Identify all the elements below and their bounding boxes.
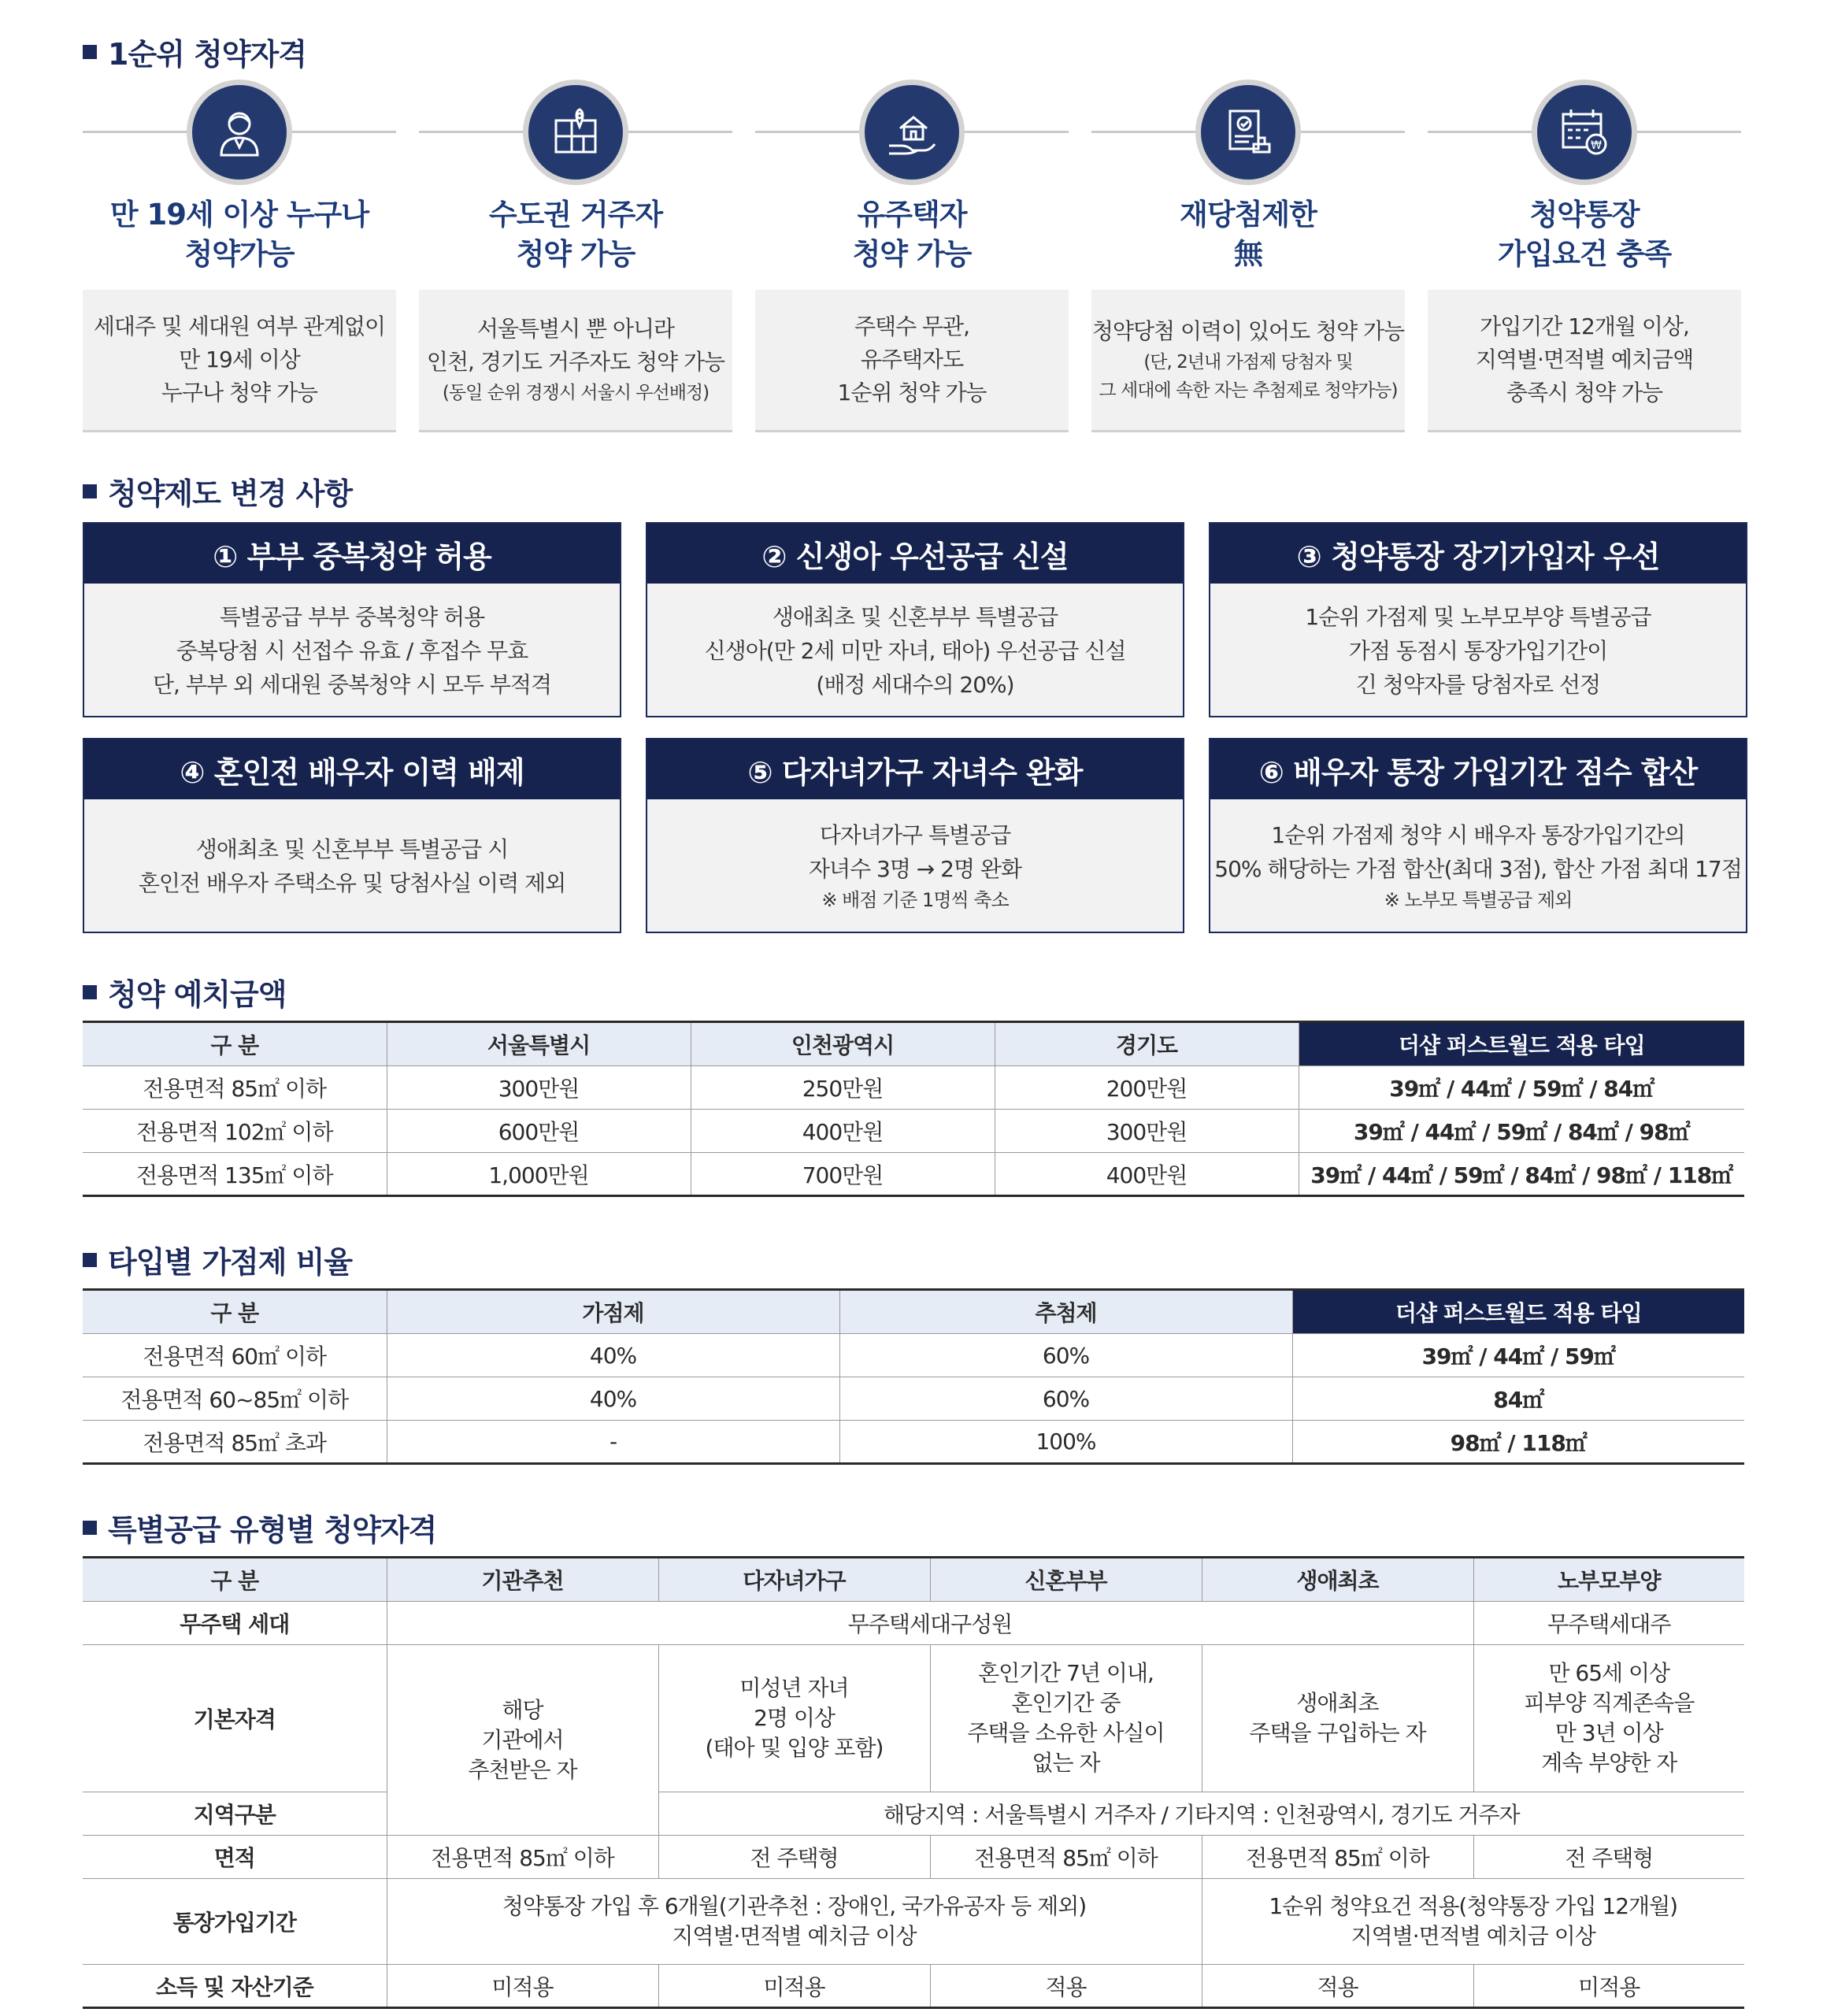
- change-card-couple-duplicate: [83, 522, 621, 717]
- change-card-title: ② 신생아 우선공급 신설: [647, 524, 1183, 584]
- change-card-body: 생애최초 및 신혼부부 특별공급 시 혼인전 배우자 주택소유 및 당첨사실 이력 제외: [138, 836, 566, 896]
- table-header-highlight: 더샵 퍼스트월드 적용 타입: [1292, 1290, 1744, 1334]
- qualification-capital-area: [419, 79, 732, 433]
- table-row: 소득 및 자산기준 미적용 미적용 적용 적용 미적용: [83, 1965, 1744, 2008]
- table-row: 전용면적 60㎡ 이하 40% 60% 39㎡ / 44㎡ / 59㎡: [83, 1334, 1744, 1377]
- section-title-special: 특별공급 유형별 청약자격: [83, 1506, 436, 1549]
- qualification-description: 주택수 무관, 유주택자도 1순위 청약 가능: [755, 290, 1069, 432]
- table-row: 지역구분 해당지역 : 서울특별시 거주자 / 기타지역 : 인천광역시, 경기도 거주자: [83, 1792, 1744, 1836]
- change-card-title: ③ 청약통장 장기가입자 우선: [1210, 524, 1746, 584]
- table-row: 전용면적 135㎡ 이하 1,000만원 700만원 400만원 39㎡ / 44㎡ / 59㎡ / 84㎡ / 98㎡ / 118㎡: [83, 1153, 1744, 1196]
- qualification-heading: 수도권 거주자 청약 가능: [488, 198, 663, 271]
- institution-basic-cell: 해당 기관에서 추천받은 자: [387, 1645, 658, 1836]
- ratio-table: [83, 1288, 1744, 1465]
- qualification-no-rewinning-limit: [1091, 79, 1405, 433]
- table-header: 추첨제: [839, 1290, 1292, 1334]
- table-header: 구 분: [83, 1022, 387, 1066]
- person-icon: [192, 85, 287, 180]
- table-row: 기본자격 해당 기관에서 추천받은 자 미성년 자녀 2명 이상 (태아 및 입양 포함) 혼인기간 7년 이내, 혼인기간 중 주택을 소유한 사실이 없는 자 생애최초 주택을 구입하는 자 만 65세 이상 피부양 직계존속을 만 3년 이상 계속 부양한 자: [83, 1645, 1744, 1792]
- qualification-account-requirement: [1428, 79, 1741, 433]
- qualification-description: 청약당첨 이력이 있어도 청약 가능 (단, 2년내 가점제 당첨자 및 그 세대에 속한 자는 추첨제로 청약가능): [1091, 290, 1405, 432]
- table-header: 인천광역시: [691, 1022, 995, 1066]
- qualification-heading: 유주택자 청약 가능: [852, 198, 972, 271]
- table-header: 생애최초: [1202, 1558, 1473, 1602]
- bullet-square: [83, 45, 97, 59]
- change-card-title: ⑤ 다자녀가구 자녀수 완화: [647, 739, 1183, 799]
- bullet-square: [83, 1253, 97, 1267]
- qualification-heading: 만 19세 이상 누구나 청약가능: [109, 198, 369, 271]
- bullet-square: [83, 1521, 97, 1535]
- house-hand-icon: [865, 85, 959, 180]
- change-card-spouse-history: [83, 738, 621, 933]
- change-card-title: ④ 혼인전 배우자 이력 배제: [84, 739, 620, 799]
- table-header: 구 분: [83, 1558, 387, 1602]
- table-row: 통장가입기간 청약통장 가입 후 6개월(기관추천 : 장애인, 국가유공자 등 제외) 지역별·면적별 예치금 이상 1순위 청약요건 적용(청약통장 가입 12개월) 지역별·면적별 예치금 이상: [83, 1879, 1744, 1965]
- table-header: 가점제: [387, 1290, 839, 1334]
- section-title-qualification: 1순위 청약자격: [83, 30, 306, 73]
- qualification-age: [83, 79, 396, 433]
- table-row: 면적 전용면적 85㎡ 이하 전 주택형 전용면적 85㎡ 이하 전용면적 85㎡ 이하 전 주택형: [83, 1836, 1744, 1879]
- table-header: 기관추천: [387, 1558, 658, 1602]
- document-stamp-icon: [1201, 85, 1295, 180]
- table-header: 서울특별시: [387, 1022, 691, 1066]
- table-header: 다자녀가구: [658, 1558, 930, 1602]
- section-title-deposit: 청약 예치금액: [83, 970, 286, 1014]
- qualification-homeowner: [755, 79, 1069, 433]
- bullet-square: [83, 985, 97, 999]
- table-header-row: [83, 1290, 1744, 1334]
- change-card-newborn-priority: [646, 522, 1184, 717]
- qualification-description: 가입기간 12개월 이상, 지역별·면적별 예치금액 충족시 청약 가능: [1428, 290, 1741, 432]
- table-header-row: [83, 1022, 1744, 1066]
- change-card-spouse-period-sum: [1209, 738, 1747, 933]
- table-row: 전용면적 85㎡ 초과 - 100% 98㎡ / 118㎡: [83, 1421, 1744, 1464]
- change-card-body: 1순위 가점제 청약 시 배우자 통장가입기간의 50% 해당하는 가점 합산(최대 3점), 합산 가점 최대 17점 ※ 노부모 특별공급 제외: [1214, 822, 1742, 911]
- table-row: 무주택 세대 무주택세대구성원 무주택세대주: [83, 1602, 1744, 1645]
- table-row: 전용면적 102㎡ 이하 600만원 400만원 300만원 39㎡ / 44㎡ / 59㎡ / 84㎡ / 98㎡: [83, 1110, 1744, 1153]
- table-header: 신혼부부: [930, 1558, 1202, 1602]
- table-row: 전용면적 85㎡ 이하 300만원 250만원 200만원 39㎡ / 44㎡ / 59㎡ / 84㎡: [83, 1066, 1744, 1110]
- table-header: 노부모부양: [1473, 1558, 1744, 1602]
- qualification-heading: 재당첨제한 無: [1180, 198, 1317, 271]
- change-card-body: 특별공급 부부 중복청약 허용 중복당첨 시 선접수 유효 / 후접수 무효 단, 부부 외 세대원 중복청약 시 모두 부적격: [152, 603, 552, 698]
- section-title-ratio: 타입별 가점제 비율: [83, 1238, 352, 1281]
- qualification-description: 세대주 및 세대원 여부 관계없이 만 19세 이상 누구나 청약 가능: [83, 290, 396, 432]
- table-header-highlight: 더샵 퍼스트월드 적용 타입: [1299, 1022, 1744, 1066]
- bullet-square: [83, 484, 97, 498]
- calendar-coin-icon: [1537, 85, 1632, 180]
- change-card-title: ① 부부 중복청약 허용: [84, 524, 620, 584]
- svg-text:₩: ₩: [1591, 139, 1602, 152]
- table-row: 전용면적 60~85㎡ 이하 40% 60% 84㎡: [83, 1377, 1744, 1421]
- change-card-body: 생애최초 및 신혼부부 특별공급 신생아(만 2세 미만 자녀, 태아) 우선공급 신설 (배정 세대수의 20%): [704, 603, 1126, 698]
- table-header: 구 분: [83, 1290, 387, 1334]
- table-header: 경기도: [995, 1022, 1299, 1066]
- section-title-changes: 청약제도 변경 사항: [83, 469, 352, 513]
- change-card-multichild-relax: [646, 738, 1184, 933]
- deposit-table: [83, 1021, 1744, 1197]
- map-pin-icon: [528, 85, 623, 180]
- change-card-long-term-subscriber: [1209, 522, 1747, 717]
- change-card-body: 1순위 가점제 및 노부모부양 특별공급 가점 동점시 통장가입기간이 긴 청약자를 당첨자로 선정: [1305, 603, 1651, 698]
- qualification-description: 서울특별시 뿐 아니라 인천, 경기도 거주자도 청약 가능 (동일 순위 경쟁시 서울시 우선배정): [419, 290, 732, 432]
- table-header-row: [83, 1558, 1744, 1602]
- change-card-body: 다자녀가구 특별공급 자녀수 3명 → 2명 완화 ※ 배점 기준 1명씩 축소: [808, 822, 1022, 911]
- qualification-heading: 청약통장 가입요건 충족: [1497, 198, 1672, 271]
- special-supply-table: [83, 1556, 1744, 2009]
- change-card-title: ⑥ 배우자 통장 가입기간 점수 합산: [1210, 739, 1746, 799]
